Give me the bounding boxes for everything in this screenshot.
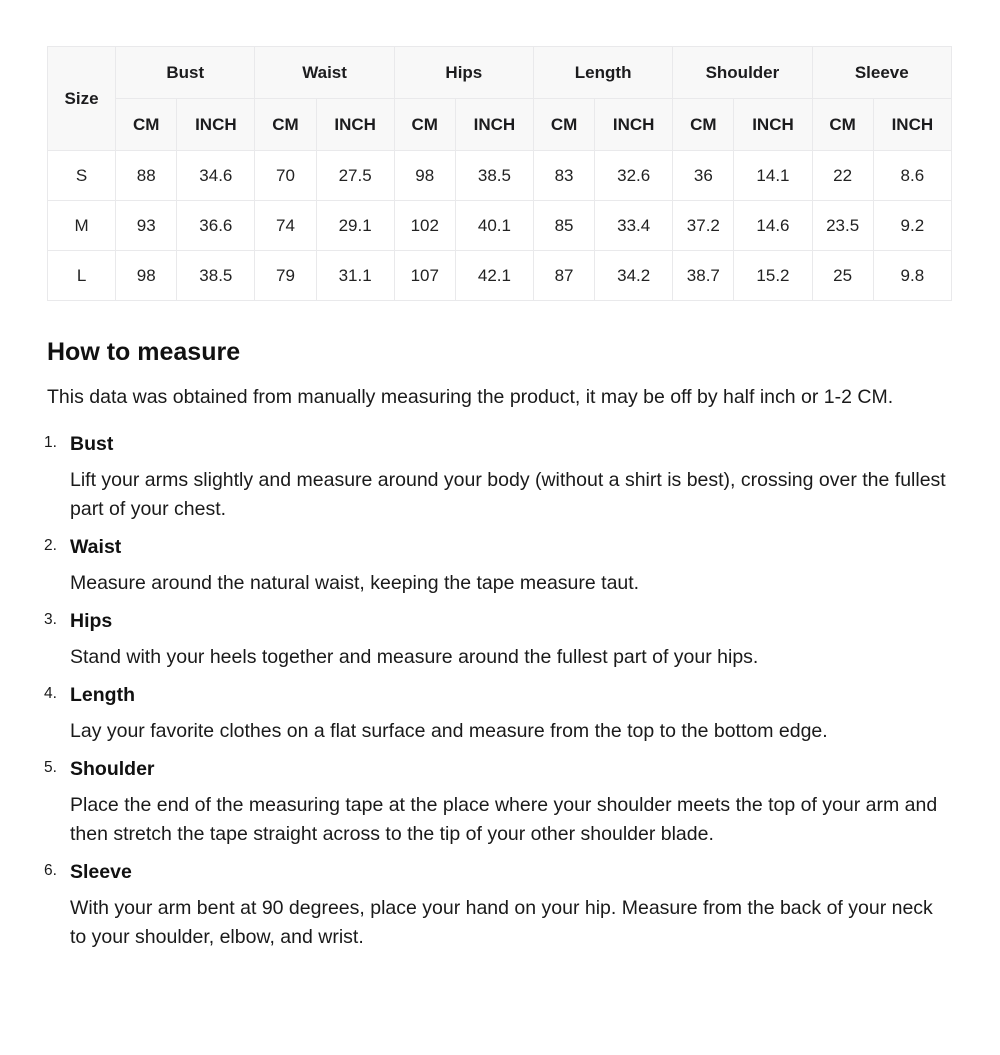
measurement-cell: 83: [533, 151, 594, 201]
table-row-size-s: [48, 151, 952, 201]
measurement-cell: 14.6: [734, 201, 812, 251]
list-item-number: 3.: [44, 611, 57, 628]
measurement-cell: 25: [812, 251, 873, 301]
measurement-cell: 42.1: [455, 251, 533, 301]
size-chart-table: [47, 46, 952, 301]
measurement-cell: 23.5: [812, 201, 873, 251]
unit-header-inch: INCH: [873, 99, 951, 151]
unit-header-cm: CM: [255, 99, 316, 151]
list-item-text: Measure around the natural waist, keeping the tape measure taut.: [70, 572, 640, 594]
unit-header-cm: CM: [533, 99, 594, 151]
group-header-shoulder: Shoulder: [673, 47, 812, 99]
list-item-text: Lay your favorite clothes on a flat surface and measure from the top to the bottom edge.: [70, 720, 828, 742]
list-item-bust: [44, 430, 953, 524]
measurement-cell: 98: [116, 251, 177, 301]
list-item-label: Length: [70, 684, 135, 706]
group-header-length: Length: [533, 47, 672, 99]
measurement-cell: 40.1: [455, 201, 533, 251]
table-row-size-m: [48, 201, 952, 251]
size-cell: L: [48, 251, 116, 301]
size-cell: M: [48, 201, 116, 251]
list-item-shoulder: [44, 755, 953, 849]
unit-header-inch: INCH: [734, 99, 812, 151]
group-header-bust: Bust: [116, 47, 255, 99]
group-header-sleeve: Sleeve: [812, 47, 951, 99]
measurement-cell: 8.6: [873, 151, 951, 201]
how-to-measure-heading: How to measure: [47, 338, 241, 366]
measurement-cell: 102: [394, 201, 455, 251]
measurement-cell: 32.6: [595, 151, 673, 201]
list-item-text: Stand with your heels together and measure around the fullest part of your hips.: [70, 646, 759, 668]
table-header-group-row: [48, 47, 952, 99]
measurement-cell: 9.2: [873, 201, 951, 251]
measurement-cell: 33.4: [595, 201, 673, 251]
measurement-cell: 88: [116, 151, 177, 201]
measurement-cell: 27.5: [316, 151, 394, 201]
table-row-size-l: [48, 251, 952, 301]
measurement-cell: 87: [533, 251, 594, 301]
list-item-sleeve: [44, 858, 953, 952]
measurement-cell: 15.2: [734, 251, 812, 301]
measure-instructions-list: [44, 430, 953, 952]
table-header-unit-row: [48, 99, 952, 151]
measurement-cell: 36: [673, 151, 734, 201]
list-item-label: Shoulder: [70, 758, 155, 780]
measurement-cell: 93: [116, 201, 177, 251]
measurement-cell: 38.7: [673, 251, 734, 301]
measurement-cell: 38.5: [177, 251, 255, 301]
measure-disclaimer-text: This data was obtained from manually measuring the product, it may be off by half inch or 1-2 CM.: [47, 386, 894, 408]
measurement-cell: 22: [812, 151, 873, 201]
list-item-number: 5.: [44, 759, 57, 776]
size-column-header: Size: [48, 47, 116, 151]
measurement-cell: 98: [394, 151, 455, 201]
list-item-label: Bust: [70, 433, 114, 455]
list-item-number: 4.: [44, 685, 57, 702]
group-header-hips: Hips: [394, 47, 533, 99]
list-item-label: Hips: [70, 610, 113, 632]
size-cell: S: [48, 151, 116, 201]
unit-header-inch: INCH: [177, 99, 255, 151]
measurement-cell: 107: [394, 251, 455, 301]
unit-header-cm: CM: [812, 99, 873, 151]
measurement-cell: 79: [255, 251, 316, 301]
unit-header-inch: INCH: [595, 99, 673, 151]
measurement-cell: 36.6: [177, 201, 255, 251]
measurement-cell: 31.1: [316, 251, 394, 301]
unit-header-inch: INCH: [316, 99, 394, 151]
measurement-cell: 38.5: [455, 151, 533, 201]
unit-header-cm: CM: [116, 99, 177, 151]
measurement-cell: 34.2: [595, 251, 673, 301]
list-item-label: Waist: [70, 536, 122, 558]
list-item-text: With your arm bent at 90 degrees, place your hand on your hip. Measure from the back of your neck to your shoulder, elbow, and wrist.: [70, 897, 933, 948]
measurement-cell: 70: [255, 151, 316, 201]
list-item-text: Lift your arms slightly and measure around your body (without a shirt is best), crossing over the fullest part of your chest.: [70, 469, 946, 520]
list-item-waist: [44, 533, 953, 598]
list-item-number: 1.: [44, 434, 57, 451]
list-item-label: Sleeve: [70, 861, 132, 883]
measurement-cell: 37.2: [673, 201, 734, 251]
list-item-hips: [44, 607, 953, 672]
list-item-number: 6.: [44, 862, 57, 879]
measurement-cell: 34.6: [177, 151, 255, 201]
unit-header-inch: INCH: [455, 99, 533, 151]
list-item-length: [44, 681, 953, 746]
list-item-number: 2.: [44, 537, 57, 554]
measurement-cell: 14.1: [734, 151, 812, 201]
measurement-cell: 74: [255, 201, 316, 251]
group-header-waist: Waist: [255, 47, 394, 99]
measurement-cell: 29.1: [316, 201, 394, 251]
unit-header-cm: CM: [673, 99, 734, 151]
measurement-cell: 85: [533, 201, 594, 251]
list-item-text: Place the end of the measuring tape at the place where your shoulder meets the top of your arm and then stretch the tape straight across to the tip of your other shoulder blade.: [70, 794, 938, 845]
measurement-cell: 9.8: [873, 251, 951, 301]
unit-header-cm: CM: [394, 99, 455, 151]
